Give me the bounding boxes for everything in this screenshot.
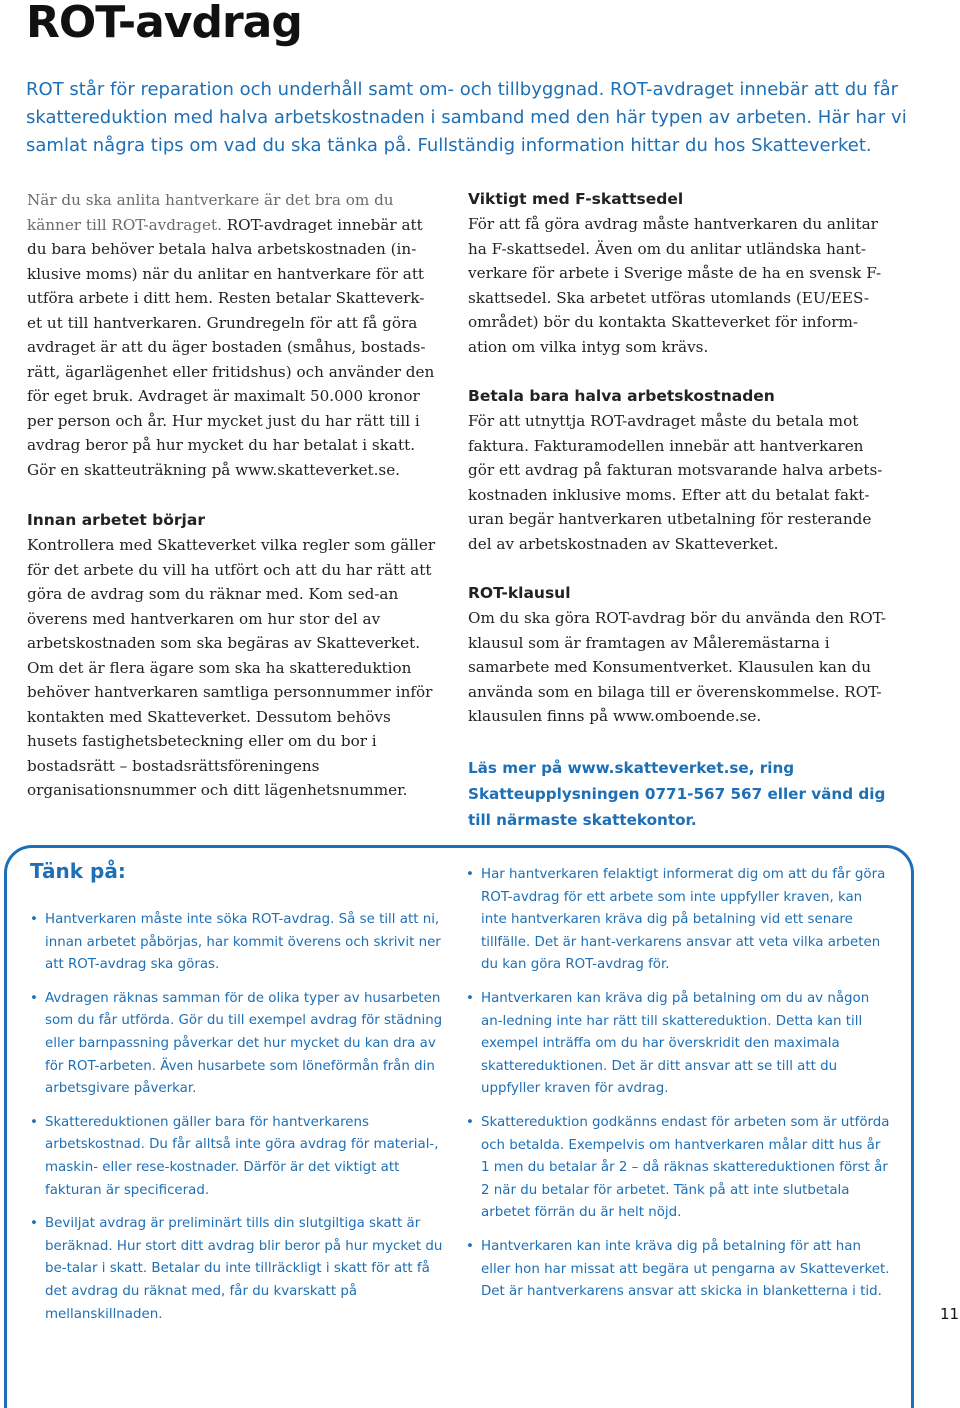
tip-text: Har hantverkaren felaktigt informerat dig om att du får göra ROT-avdrag för ett arbete som inte uppfyller kraven, kan inte hantverkaren kräva dig på betalning vid ett senare tillfälle. Det är hant-verkarens ansvar att veta vilka arbeten du kan göra ROT-avdrag för. — [481, 867, 886, 973]
tip-text: Avdragen räknas samman för de olika typer av husarbeten som du får utförda. Gör du till exempel avdrag för städning eller barnpassning påverkar det hur mycket du kan dra av för ROT-arbeten. Även husarbete som löneförmån från din arbetsgivare påverkar. — [45, 990, 443, 1097]
lead-sentence: När du ska anlita hantverkare är det bra om du känner till ROT-avdraget. — [27, 191, 394, 234]
page-title: ROT-avdrag — [26, 0, 302, 48]
intro-text: ROT står för reparation och underhåll samt om- och tillbyggnad. ROT-avdraget innebär att du får skattereduktion med halva arbetskostnaden i samband med den här typen av arbeten. Här har vi samlat några tips om vad du ska tänka på. Fullständig information hittar du hos Skatteverket. — [26, 79, 907, 156]
tip-item — [466, 864, 891, 977]
left-paragraph-1 — [27, 188, 439, 482]
tip-text: Skattereduktion godkänns endast för arbeten som är utförda och betalda. Exempelvis om hantverkaren målar ditt hus år 1 men du betalar år 2 – då räknas skattereduktionen först år 2 när du betalar för arbetet. Tänk på att inte slutbetala arbetet förrän du är helt nöjd. — [481, 1114, 890, 1221]
tip-item — [30, 1213, 445, 1326]
bullet-icon: • — [466, 867, 474, 882]
tips-left-list — [30, 909, 445, 1326]
section-heading-f-skattsedel: Viktigt med F-skattsedel — [468, 190, 684, 208]
page-number: 11 — [940, 1305, 960, 1323]
tip-item — [466, 988, 891, 1101]
tip-text: Hantverkaren kan kräva dig på betalning om du av någon an-ledning inte har rätt till skattereduktion. Detta kan till exempel inträffa om du har överskridit den maximala skattereduktionen. Det är ditt ansvar att se till att du uppfyller kraven för avdrag. — [481, 990, 870, 1097]
tip-item — [30, 1112, 445, 1202]
bullet-icon: • — [30, 1114, 38, 1130]
section-heading-innan-arbetet: Innan arbetet börjar — [27, 511, 205, 529]
tip-text: Beviljat avdrag är preliminärt tills din slutgiltiga skatt är beräknad. Hur stort ditt avdrag blir beror på hur mycket du be-talar i skatt. Betalar du inte tillräckligt i skatt för att få det avdrag du räknat med, får du kvarskatt på mellanskillnaden. — [45, 1216, 443, 1322]
tips-box-title: Tänk på: — [30, 859, 126, 883]
section-heading-betala-halva: Betala bara halva arbetskostnaden — [468, 387, 775, 405]
right-column — [468, 188, 888, 833]
betala-halva-text: För att utnyttja ROT-avdraget måste du betala mot faktura. Fakturamodellen innebär att hantverkaren gör ett avdrag på fakturan motsvarande halva arbets-kostnaden inklusive moms. Efter att du betalat fakt-uran begär hantverkaren utbetalning för resterande del av arbetskostnaden av Skatteverket. — [468, 412, 883, 553]
tip-item — [30, 909, 445, 977]
bullet-icon: • — [30, 912, 38, 927]
tip-item — [30, 988, 445, 1101]
left-column — [27, 188, 439, 803]
bullet-icon: • — [30, 990, 38, 1006]
bullet-icon: • — [466, 990, 474, 1006]
tip-item — [466, 1112, 891, 1225]
tip-text: Hantverkaren kan inte kräva dig på betalning för att han eller hon har missat att begära ut pengarna av Skatteverket. Det är hantverkarens ansvar att skicka in blanketterna i tid. — [481, 1238, 890, 1300]
tip-text: Hantverkaren måste inte söka ROT-avdrag. Så se till att ni, innan arbetet påbörjas, har kommit överens och skrivit ner att ROT-avdrag ska göras. — [45, 912, 441, 973]
bullet-icon: • — [466, 1114, 474, 1130]
innan-arbetet-text: Kontrollera med Skatteverket vilka regler som gäller för det arbete du vill ha utfört och att du har rätt att göra de avdrag som du räknar med. Kom sed-an överens med hantverkaren om hur stor del av arbetskostnaden som ska begäras av Skatteverket. Om det är flera ägare som ska ha skattereduktion behöver hantverkaren samtliga personnummer inför kontakten med Skatteverket. Dessutom behövs husets fastighetsbeteckning eller om du bor i bostadsrätt – bostadsrättsföreningens organisationsnummer och ditt lägenhetsnummer. — [27, 536, 436, 799]
tips-right-list — [466, 864, 891, 1304]
tip-item — [466, 1236, 891, 1304]
tip-text: Skattereduktionen gäller bara för hantverkarens arbetskostnad. Du får alltså inte göra avdrag för material-, maskin- eller rese-kostnader. Därför är det viktigt att fakturan är specificerad. — [45, 1114, 439, 1198]
rot-klausul-text: Om du ska göra ROT-avdrag bör du använda den ROT-klausul som är framtagen av Måleremästarna i samarbete med Konsumentverket. Klausulen kan du använda som en bilaga till er överenskommelse. ROT-klausulen finns på www.omboende.se. — [468, 609, 886, 725]
rot-explanation: ROT-avdraget innebär att du bara behöver betala halva arbetskostnaden (in-klusive moms) när du anlitar en hantverkare för att utföra arbete i ditt hem. Resten betalar Skatteverk-et ut till hantverkaren. Grundregeln för att få göra avdraget är att du äger bostaden (småhus, bostads-rätt, ägarlägenhet eller fritidshus) och använder den för eget bruk. Avdraget är maximalt 50.000 kronor per person och år. Hur mycket just du har rätt till i avdrag beror på hur mycket du har betalat i skatt. Gör en skatteuträkning på www.skatteverket.se. — [27, 215, 435, 479]
bullet-icon: • — [466, 1238, 474, 1254]
f-skattsedel-text: För att få göra avdrag måste hantverkaren du anlitar ha F-skattsedel. Även om du anlitar utländska hant-verkare för arbete i Sverige måste de ha en svensk F-skattsedel. Ska arbetet utföras utomlands (EU/EES-området) bör du kontakta Skatteverket för inform-ation om vilka intyg som krävs. — [468, 215, 882, 356]
contact-note: Läs mer på www.skatteverket.se, ring Skatteupplysningen 0771-567 567 eller vänd dig till närmaste skattekontor. — [468, 758, 886, 829]
bullet-icon: • — [30, 1216, 38, 1232]
section-heading-rot-klausul: ROT-klausul — [468, 584, 571, 602]
